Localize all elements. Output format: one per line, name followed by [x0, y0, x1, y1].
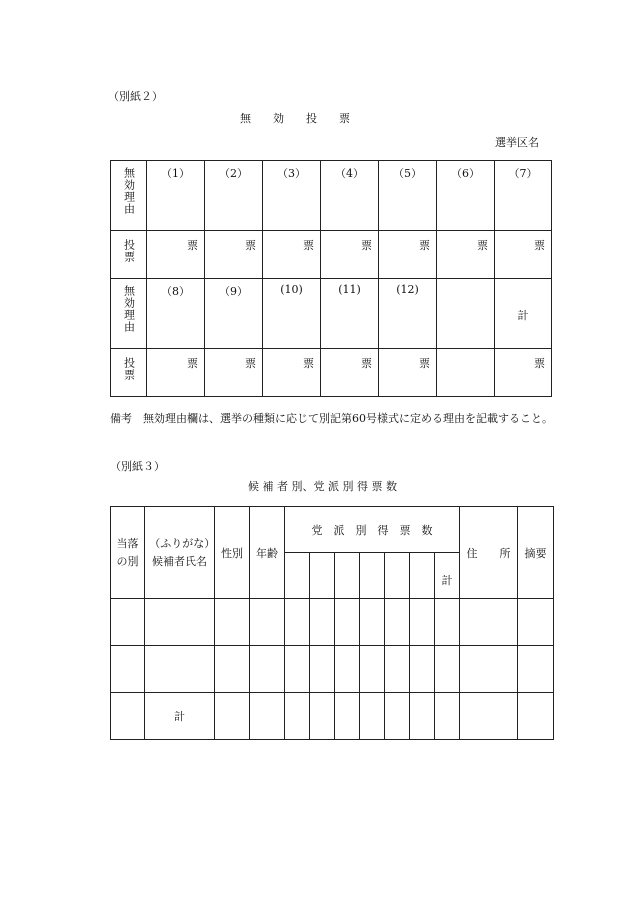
vote-cell[interactable]: 票	[379, 349, 437, 397]
cell[interactable]	[360, 599, 385, 646]
sheet2-title: 無 効 投 票	[240, 112, 350, 125]
vote-cell[interactable]: 票	[321, 349, 379, 397]
cell[interactable]	[435, 599, 460, 646]
reason-cell[interactable]: (10)	[263, 279, 321, 349]
vote-row-1	[111, 231, 552, 279]
cell[interactable]	[310, 646, 335, 693]
reason-cell[interactable]: （6）	[437, 161, 495, 231]
cell[interactable]	[111, 599, 145, 646]
cell[interactable]	[215, 646, 250, 693]
cell[interactable]	[385, 693, 410, 740]
reason-header: 無効理由	[111, 161, 147, 231]
address-header: 住 所	[460, 507, 518, 599]
cell[interactable]	[285, 646, 310, 693]
cell[interactable]	[460, 646, 518, 693]
party-votes-header: 党 派 別 得 票 数	[285, 507, 460, 553]
cell[interactable]	[410, 599, 435, 646]
party-column[interactable]	[360, 553, 385, 599]
cell[interactable]	[250, 599, 285, 646]
reason-row-1	[111, 161, 552, 231]
cell[interactable]	[360, 646, 385, 693]
reason-cell[interactable]: （7）	[495, 161, 552, 231]
cell[interactable]	[385, 646, 410, 693]
reason-cell[interactable]	[437, 279, 495, 349]
note-text: 備考 無効理由欄は、選挙の種類に応じて別記第60号様式に定める理由を記載すること。	[110, 412, 553, 425]
cell[interactable]	[145, 599, 215, 646]
party-column[interactable]	[310, 553, 335, 599]
cell[interactable]	[250, 693, 285, 740]
cell[interactable]	[435, 646, 460, 693]
age-header: 年齢	[250, 507, 285, 599]
reason-cell[interactable]: （5）	[379, 161, 437, 231]
cell[interactable]	[335, 693, 360, 740]
reason-cell[interactable]: （3）	[263, 161, 321, 231]
reason-header: 無効理由	[111, 279, 147, 349]
cell[interactable]	[335, 599, 360, 646]
cell[interactable]	[385, 599, 410, 646]
cell[interactable]	[215, 599, 250, 646]
total-label: 計	[145, 693, 215, 740]
vote-cell[interactable]: 票	[321, 231, 379, 279]
cell[interactable]	[310, 693, 335, 740]
result-header: 当落の別	[111, 507, 145, 599]
district-name-label: 選挙区名	[495, 136, 539, 149]
vote-total-cell[interactable]: 票	[495, 349, 552, 397]
cell[interactable]	[335, 646, 360, 693]
reason-cell[interactable]: （1）	[147, 161, 205, 231]
candidate-row	[111, 646, 554, 693]
vote-cell[interactable]	[437, 349, 495, 397]
cell[interactable]	[215, 693, 250, 740]
vote-row-2	[111, 349, 552, 397]
vote-cell[interactable]: 票	[205, 349, 263, 397]
cell[interactable]	[460, 693, 518, 740]
reason-cell[interactable]: （2）	[205, 161, 263, 231]
vote-cell[interactable]: 票	[147, 231, 205, 279]
cell[interactable]	[518, 693, 554, 740]
vote-cell[interactable]: 票	[263, 231, 321, 279]
reason-cell[interactable]: (12)	[379, 279, 437, 349]
vote-cell[interactable]: 票	[147, 349, 205, 397]
vote-cell[interactable]: 票	[437, 231, 495, 279]
cell[interactable]	[518, 599, 554, 646]
candidate-votes-table	[110, 506, 554, 740]
total-cell: 計	[495, 279, 552, 349]
cell[interactable]	[518, 646, 554, 693]
cell[interactable]	[111, 693, 145, 740]
party-column[interactable]	[285, 553, 310, 599]
candidate-name-header: （ふりがな）候補者氏名	[145, 507, 215, 599]
cell[interactable]	[250, 646, 285, 693]
candidate-row	[111, 599, 554, 646]
vote-cell[interactable]: 票	[205, 231, 263, 279]
reason-cell[interactable]: (11)	[321, 279, 379, 349]
remarks-header: 摘要	[518, 507, 554, 599]
reason-cell[interactable]: （8）	[147, 279, 205, 349]
reason-cell[interactable]: （4）	[321, 161, 379, 231]
sheet3-label: （別紙３）	[110, 460, 165, 473]
cell[interactable]	[111, 646, 145, 693]
party-column[interactable]	[410, 553, 435, 599]
header-row-1	[111, 507, 554, 553]
invalid-votes-table	[110, 160, 552, 397]
cell[interactable]	[460, 599, 518, 646]
reason-cell[interactable]: （9）	[205, 279, 263, 349]
sheet3-title: 候 補 者 別、党 派 別 得 票 数	[248, 480, 397, 493]
total-row	[111, 693, 554, 740]
sex-header: 性別	[215, 507, 250, 599]
cell[interactable]	[310, 599, 335, 646]
vote-cell[interactable]: 票	[263, 349, 321, 397]
party-column[interactable]	[385, 553, 410, 599]
cell[interactable]	[285, 599, 310, 646]
cell[interactable]	[285, 693, 310, 740]
sheet2-label: （別紙２）	[108, 90, 163, 103]
cell[interactable]	[145, 646, 215, 693]
vote-cell[interactable]: 票	[495, 231, 552, 279]
cell[interactable]	[360, 693, 385, 740]
reason-row-2	[111, 279, 552, 349]
vote-header: 投票	[111, 349, 147, 397]
vote-cell[interactable]: 票	[379, 231, 437, 279]
cell[interactable]	[410, 693, 435, 740]
party-column[interactable]	[335, 553, 360, 599]
vote-header: 投票	[111, 231, 147, 279]
party-total-header: 計	[435, 553, 460, 599]
cell[interactable]	[410, 646, 435, 693]
cell[interactable]	[435, 693, 460, 740]
